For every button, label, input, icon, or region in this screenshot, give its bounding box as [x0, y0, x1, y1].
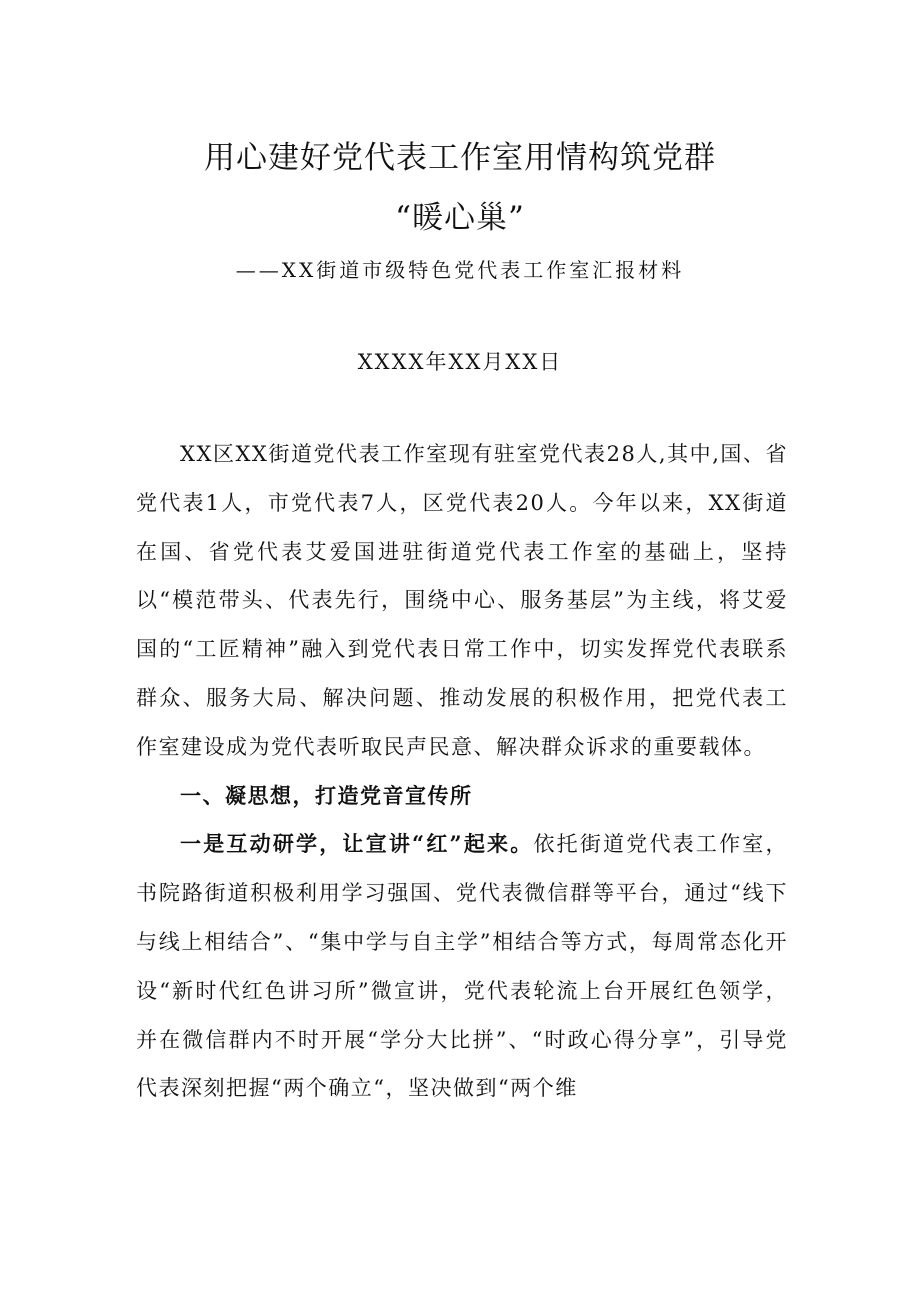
section-heading: 一、凝思想，打造党音宣传所	[180, 782, 473, 808]
document-date: XXXX年XX月XX日	[357, 350, 563, 374]
document-title-line-2: “暖心巢”	[395, 200, 525, 236]
paragraph-lead: 一是互动研学，让宣讲“红”起来。	[180, 831, 534, 857]
document-title-line-1: 用心建好党代表工作室用情构筑党群	[204, 140, 716, 176]
intro-paragraph: XX区XX街道党代表工作室现有驻室党代表28人,其中,国、省党代表1人，市党代表7人，区党代表20人。今年以来，XX街道在国、省党代表艾爱国进驻街道党代表工作室的基础上，坚持以“模范带头、代表先行，围绕中心、服务基层”为主线，将艾爱国的“工匠精神”融入到党代表日常工作中，切实发挥党代表联系群众、服务大局、解决问题、推动发展的积极作用，把党代表工作室建设成为党代表听取民声民意、解决群众诉求的重要载体。	[136, 442, 788, 759]
section-paragraph	[136, 820, 788, 1113]
document-body	[136, 430, 788, 1113]
document-subtitle: ——XX街道市级特色党代表工作室汇报材料	[235, 258, 685, 282]
paragraph-body: 依托街道党代表工作室，书院路街道积极利用学习强国、党代表微信群等平台，通过“线下与线上相结合”、“集中学与自主学”相结合等方式，每周常态化开设“新时代红色讲习所”微宣讲，党代表轮流上台开展红色领学，并在微信群内不时开展“学分大比拼”、“时政心得分享”，引导党代表深刻把握“两个确立“，坚决做到“两个维	[136, 832, 788, 1101]
